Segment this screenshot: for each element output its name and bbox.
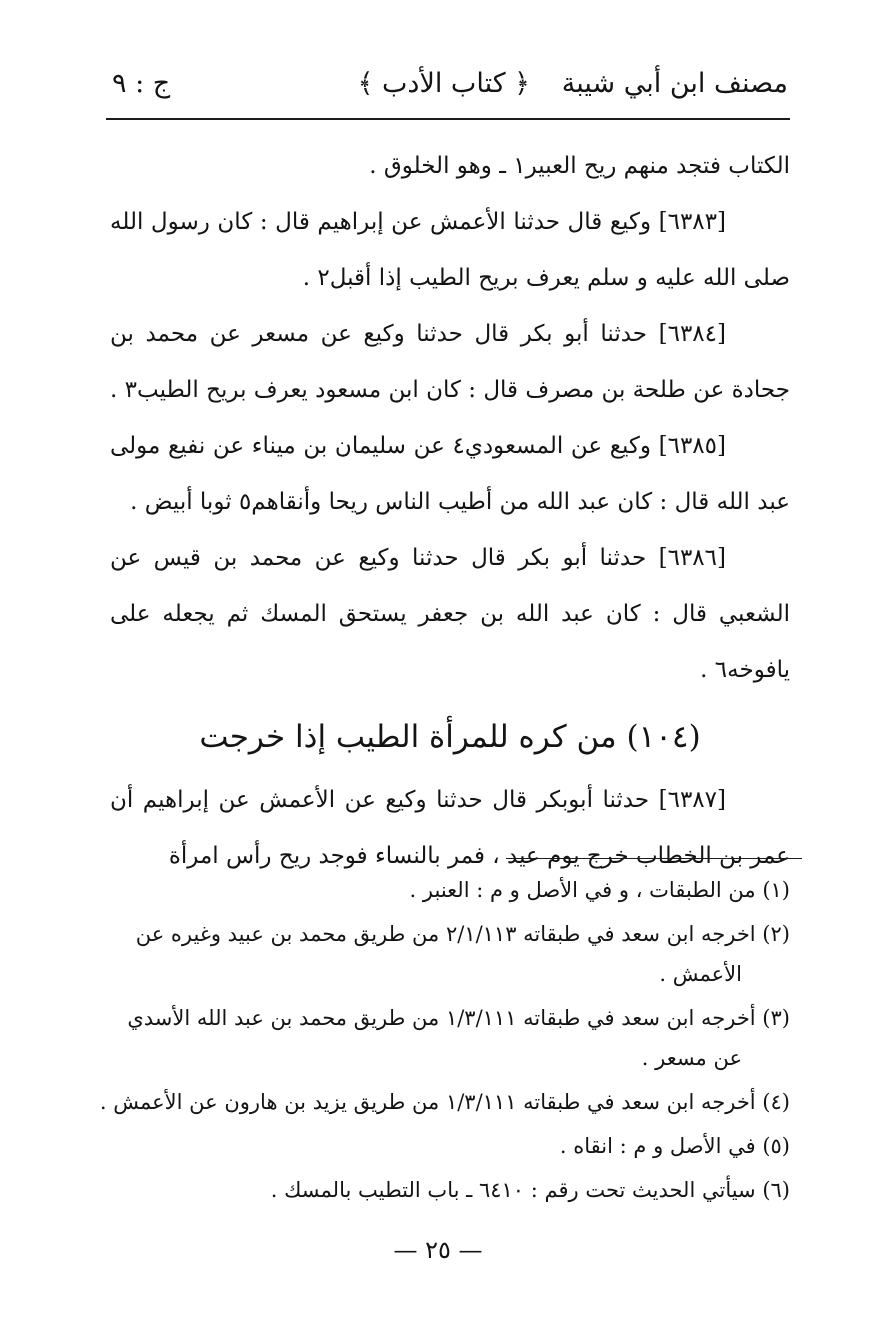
footnote-6: (٦) سيأتي الحديث تحت رقم : ٦٤١٠ ـ باب التطيب بالمسك .: [270, 1178, 790, 1202]
footnote-rule: [506, 858, 802, 859]
footnotes: [96, 870, 790, 1214]
book-title: مصنف ابن أبي شيبة: [561, 68, 788, 99]
footnote-4: (٤) أخرجه ابن سعد في طبقاته ١/٣/١١١ من طريق يزيد بن هارون عن الأعمش .: [99, 1090, 790, 1114]
text-continuation: الكتاب فتجد منهم ريح العبير١ ـ وهو الخلوق .: [369, 153, 790, 179]
main-text: [110, 138, 790, 884]
chapter-title: ﴿ كتاب الأدب ﴾: [357, 68, 530, 99]
page-header: [112, 64, 788, 112]
hadith-6386: [٦٣٨٦] حدثنا أبو بكر قال حدثنا وكيع عن محمد بن قيس عن الشعبي قال : كان عبد الله بن جعفر يستحق المسك ثم يجعله على يافوخه٦ .: [110, 545, 790, 683]
footnote-1: (١) من الطبقات ، و في الأصل و م : العنبر .: [409, 878, 790, 902]
volume-number: ج : ٩: [112, 68, 171, 99]
hadith-6384: [٦٣٨٤] حدثنا أبو بكر قال حدثنا وكيع عن مسعر عن محمد بن جحادة عن طلحة بن مصرف قال : كان ابن مسعود يعرف بريح الطيب٣ .: [110, 321, 790, 403]
hadith-6383: [٦٣٨٣] وكيع قال حدثنا الأعمش عن إبراهيم قال : كان رسول الله صلى الله عليه و سلم يعرف بريح الطيب إذا أقبل٢ .: [110, 209, 790, 291]
hadith-6387: [٦٣٨٧] حدثنا أبوبكر قال حدثنا وكيع عن الأعمش عن إبراهيم أن عمر بن الخطاب خرج يوم عيد ، فمر بالنساء فوجد ريح رأس امرأة: [110, 787, 790, 869]
section-heading: (١٠٤) من كره للمرأة الطيب إذا خرجت: [199, 719, 701, 755]
footnote-5: (٥) في الأصل و م : انقاه .: [559, 1134, 790, 1158]
header-rule: [106, 118, 790, 120]
footnote-3: (٣) أخرجه ابن سعد في طبقاته ١/٣/١١١ من طريق محمد بن عبد الله الأسدي عن مسعر .: [127, 1006, 790, 1070]
hadith-6385: [٦٣٨٥] وكيع عن المسعودي٤ عن سليمان بن ميناء عن نفيع مولى عبد الله قال : كان عبد الله من أطيب الناس ريحا وأنقاهم٥ ثوبا أبيض .: [110, 433, 790, 515]
footnote-2: (٢) اخرجه ابن سعد في طبقاته ٢/١/١١٣ من طريق محمد بن عبيد وغيره عن الأعمش .: [135, 922, 790, 986]
page-number: — ٢٥ —: [393, 1236, 483, 1264]
